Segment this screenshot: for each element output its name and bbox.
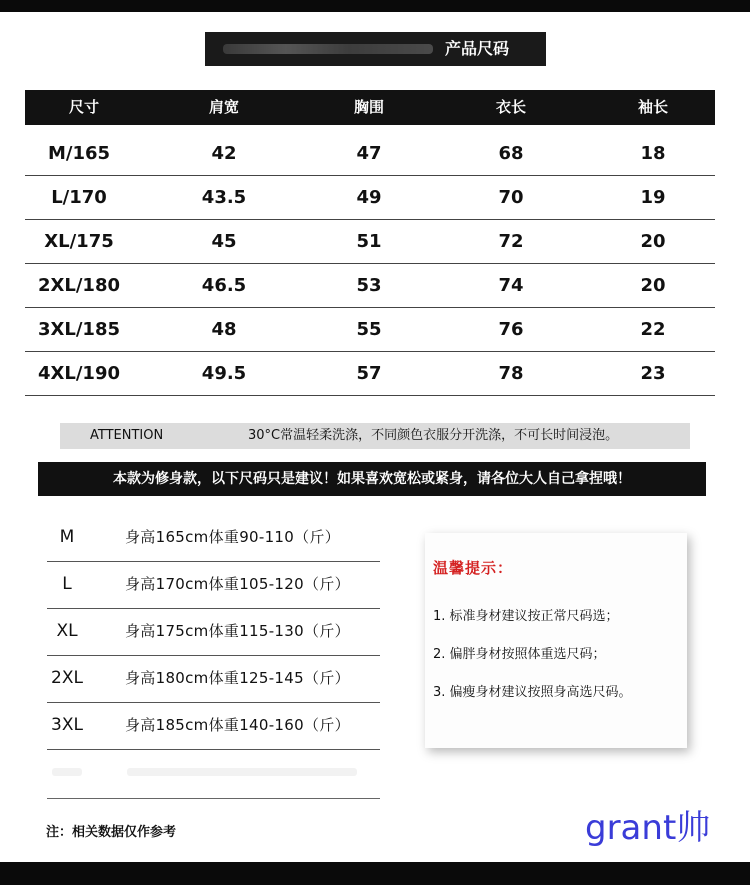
footnote: 注：相关数据仅作参考	[46, 825, 177, 840]
fit-notice: 本款为修身款，以下尺码只是建议！如果喜欢宽松或紧身，请各位大人自己拿捏哦！	[38, 462, 706, 496]
cell-sleeve: 18	[640, 143, 666, 164]
attention-bar	[60, 423, 690, 449]
cell-chest: 51	[356, 231, 382, 252]
cell-length: 68	[498, 143, 524, 164]
cell-shoulder: 46.5	[201, 275, 247, 296]
hw-size: M	[59, 527, 75, 547]
height-weight-table	[47, 515, 380, 799]
cell-size: M/165	[47, 143, 111, 164]
tip-item: 3. 偏瘦身材建议按照身高选尺码。	[433, 685, 632, 700]
cell-length: 72	[498, 231, 524, 252]
cell-size: 3XL/185	[37, 319, 121, 340]
cell-sleeve: 20	[640, 231, 666, 252]
hw-size: 3XL	[51, 715, 83, 735]
cell-size: L/170	[51, 187, 107, 208]
blurred-brand-text	[223, 44, 433, 54]
hw-desc: 身高180cm体重125-145（斤）	[125, 669, 350, 687]
list-item	[47, 609, 380, 656]
list-item	[47, 656, 380, 703]
list-item	[47, 515, 380, 562]
hw-size: XL	[56, 621, 78, 641]
cell-length: 70	[498, 187, 524, 208]
hw-size: L	[62, 574, 72, 594]
size-table	[25, 132, 715, 396]
hw-desc: 身高165cm体重90-110（斤）	[125, 528, 341, 546]
faded-row	[47, 750, 380, 799]
table-row	[25, 220, 715, 264]
cell-size: 2XL/180	[37, 275, 121, 296]
cell-size: 4XL/190	[37, 363, 121, 384]
cell-chest: 47	[356, 143, 382, 164]
cell-shoulder: 42	[211, 143, 237, 164]
cell-sleeve: 23	[640, 363, 666, 384]
title-banner	[205, 32, 546, 66]
cell-chest: 55	[356, 319, 382, 340]
page-title: 产品尺码	[445, 39, 510, 58]
tip-item: 2. 偏胖身材按照体重选尺码；	[433, 647, 606, 662]
hw-desc: 身高175cm体重115-130（斤）	[125, 622, 350, 640]
cell-chest: 53	[356, 275, 382, 296]
header-chest: 胸围	[353, 98, 385, 116]
list-item	[47, 703, 380, 750]
cell-size: XL/175	[44, 231, 114, 252]
watermark: grant帅	[585, 808, 711, 848]
bottom-border	[0, 862, 750, 885]
faded-text	[52, 768, 82, 776]
cell-shoulder: 49.5	[201, 363, 247, 384]
cell-sleeve: 20	[640, 275, 666, 296]
table-row	[25, 176, 715, 220]
hw-desc: 身高185cm体重140-160（斤）	[125, 716, 350, 734]
cell-length: 76	[498, 319, 524, 340]
table-row	[25, 352, 715, 396]
header-sleeve: 袖长	[637, 98, 669, 116]
cell-chest: 49	[356, 187, 382, 208]
header-size: 尺寸	[68, 98, 100, 116]
cell-shoulder: 45	[211, 231, 237, 252]
size-table-header	[25, 90, 715, 125]
tips-card	[425, 533, 687, 748]
attention-label: ATTENTION	[90, 428, 164, 443]
hw-desc: 身高170cm体重105-120（斤）	[125, 575, 350, 593]
hw-size: 2XL	[51, 668, 83, 688]
cell-shoulder: 43.5	[201, 187, 247, 208]
faded-text	[127, 768, 357, 776]
header-shoulder: 肩宽	[208, 98, 240, 116]
tips-heading: 温馨提示：	[433, 559, 514, 577]
top-border	[0, 0, 750, 12]
cell-sleeve: 22	[640, 319, 666, 340]
table-row	[25, 308, 715, 352]
header-length: 衣长	[495, 98, 527, 116]
cell-chest: 57	[356, 363, 382, 384]
table-row	[25, 132, 715, 176]
attention-text: 30°C常温轻柔洗涤，不同颜色衣服分开洗涤，不可长时间浸泡。	[248, 428, 619, 443]
cell-length: 78	[498, 363, 524, 384]
tip-item: 1. 标准身材建议按正常尺码选；	[433, 609, 619, 624]
cell-length: 74	[498, 275, 524, 296]
list-item	[47, 562, 380, 609]
cell-shoulder: 48	[211, 319, 237, 340]
table-row	[25, 264, 715, 308]
cell-sleeve: 19	[640, 187, 666, 208]
